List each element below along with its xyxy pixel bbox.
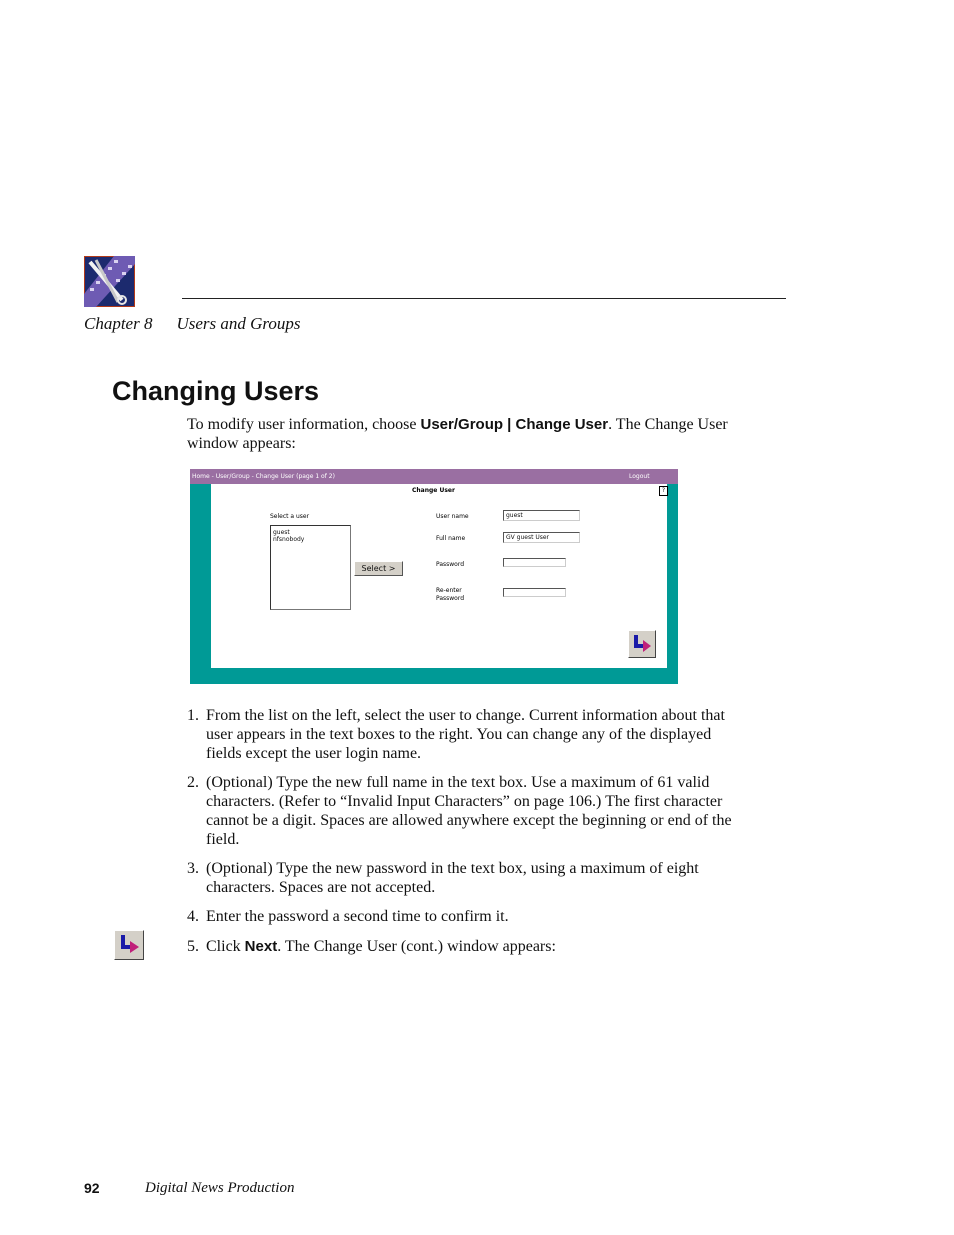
user-name-field[interactable]: guest xyxy=(503,510,580,521)
field-label-full-name: Full name xyxy=(436,535,466,542)
full-name-field[interactable]: GV guest User xyxy=(503,532,580,543)
chapter-label: Chapter 8 xyxy=(84,314,153,333)
next-arrow-icon xyxy=(629,631,655,657)
select-user-label: Select a user xyxy=(270,513,310,520)
window-heading: Change User xyxy=(412,487,455,494)
select-button[interactable]: Select > xyxy=(354,561,403,576)
list-item[interactable]: nfsnobody xyxy=(273,536,305,543)
step-text: (Optional) Type the new full name in the text box. Use a maximum of 61 valid characters. (Refer to “Invalid Input Characters” on page 106.) The first character cannot be a digit. Spaces are allowed anywhere except the beginning or end of the field. xyxy=(206,774,732,848)
list-item: 4. Enter the password a second time to confirm it. xyxy=(187,907,732,926)
header-rule xyxy=(182,298,786,299)
step-text: (Optional) Type the new password in the text box, using a maximum of eight characters. Spaces are not accepted. xyxy=(206,860,699,896)
list-item: 1. From the list on the left, select the user to change. Current information about that user appears in the text boxes to the right. You can change any of the displayed fields except the user login name. xyxy=(187,706,732,763)
step-text: From the list on the left, select the user to change. Current information about that user appears in the text boxes to the right. You can change any of the displayed fields except the user login name. xyxy=(206,707,725,762)
intro-paragraph: To modify user information, choose User/Group | Change User. The Change User window appears: xyxy=(187,416,728,452)
step-text: Enter the password a second time to confirm it. xyxy=(206,908,509,925)
logout-link[interactable]: Logout xyxy=(629,473,650,480)
breadcrumb[interactable]: Home - User/Group - Change User (page 1 of 2) xyxy=(192,473,335,480)
field-label-reenter-password: Re-enter Password xyxy=(436,587,465,602)
section-title: Changing Users xyxy=(112,376,320,406)
field-label-password: Password xyxy=(436,561,465,568)
chapter-title: Users and Groups xyxy=(176,314,301,333)
next-arrow-icon xyxy=(115,931,143,959)
list-item: 2. (Optional) Type the new full name in the text box. Use a maximum of 61 valid characters. (Refer to “Invalid Input Characters” on page 106.) The first character cannot be a digit. Spaces are allowed anywhere except the beginning or end of the field. xyxy=(187,774,732,848)
change-user-panel xyxy=(211,484,667,668)
list-item[interactable]: guest xyxy=(273,529,290,536)
next-command: Next xyxy=(244,938,278,955)
step-text: Click Next. The Change User (cont.) window appears: xyxy=(206,938,556,955)
page-number: 92 xyxy=(84,1180,100,1196)
field-label-user-name: User name xyxy=(436,513,469,520)
change-user-screenshot xyxy=(190,469,678,684)
chapter-logo xyxy=(84,256,135,307)
film-strip-scissors-icon xyxy=(84,256,135,307)
help-icon[interactable]: ? xyxy=(659,486,668,496)
next-button[interactable] xyxy=(628,630,656,658)
reenter-password-field[interactable] xyxy=(503,588,566,597)
screenshot-nav-bar xyxy=(190,469,678,484)
menu-path: User/Group | Change User xyxy=(420,416,609,433)
user-listbox[interactable] xyxy=(270,525,351,610)
book-title: Digital News Production xyxy=(145,1180,295,1196)
list-item: 5. Click Next. The Change User (cont.) window appears: xyxy=(187,937,732,956)
password-field[interactable] xyxy=(503,558,566,567)
running-header xyxy=(84,314,301,334)
list-item: 3. (Optional) Type the new password in the text box, using a maximum of eight characters. Spaces are not accepted. xyxy=(187,859,732,897)
next-button-icon xyxy=(114,930,144,960)
